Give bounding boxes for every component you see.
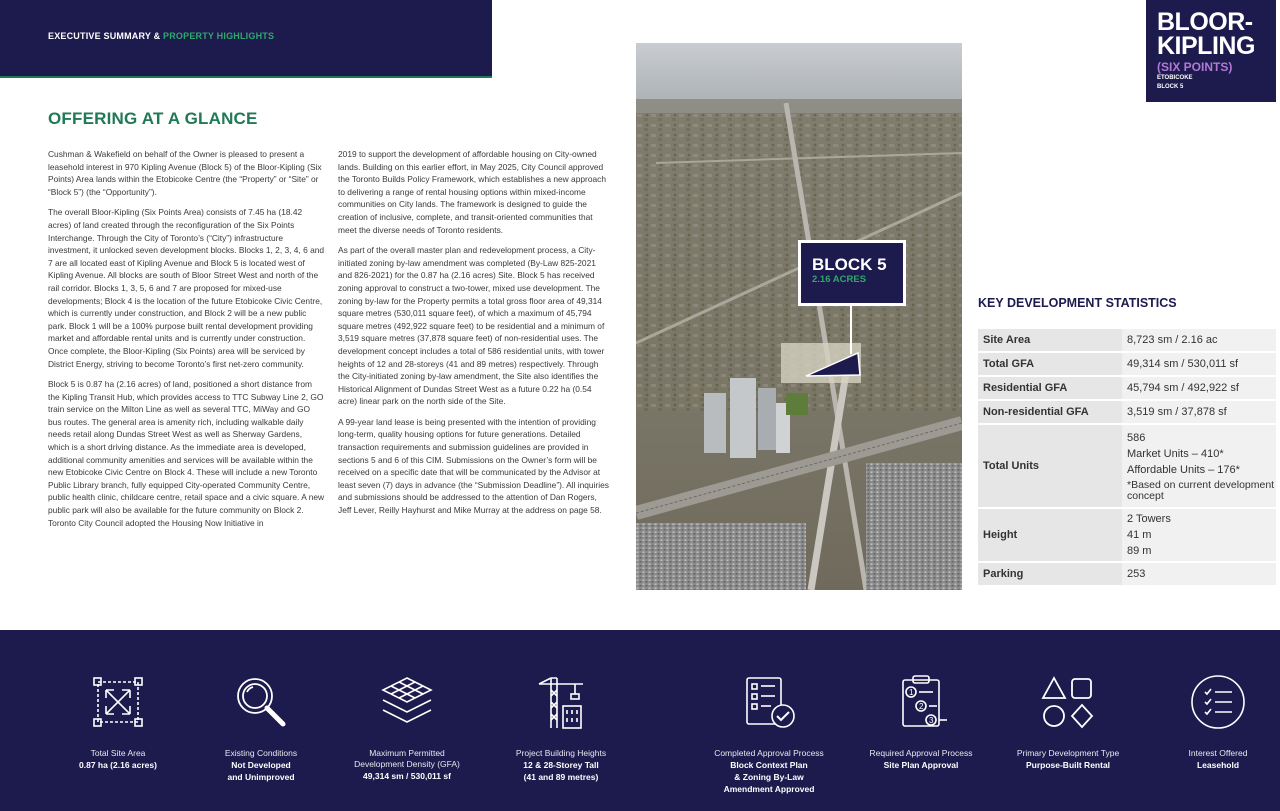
page-title: OFFERING AT A GLANCE (48, 109, 258, 128)
table-row (978, 563, 1276, 587)
crane-icon (531, 672, 591, 732)
highlight-development-type: Primary Development Type Purpose-Built Rental (993, 672, 1143, 771)
paragraph: Cushman & Wakefield on behalf of the Owner is pleased to present a leasehold interest in 970 Kipling Avenue (Block 5) of the Bloor-Kipling (Six Points) Area lands within the Etobicoke Centre (the “Property” or “Site” or “Block 5”) (the “Opportunity”). (48, 149, 322, 197)
highlight-interest-offered: Interest Offered Leasehold (1143, 672, 1280, 771)
stat-value: 586 Market Units – 410* Affordable Units – 176* *Based on current development concept (1122, 425, 1276, 509)
stats-title: KEY DEVELOPMENT STATISTICS (978, 296, 1177, 310)
stat-key: Total GFA (978, 353, 1122, 377)
paragraph: A 99-year land lease is being presented with the intention of providing long-term, quality housing options for future generations. Detailed transaction requirements and submission guidelines are provided in sections 5 and 6 of this CIM. Submissions on the Owner’s form will be received on a specific date that will be communicated by the Advisor at least seven (7) days in advance (the “Submission Deadline”). All inquiries and submissions should be addressed to the attention of Dan Rogers, Jeff Lever, Reilly Hayhurst and Mike Murray at the address on page 58. (338, 416, 609, 516)
site-area-icon (88, 672, 148, 732)
table-row (978, 377, 1276, 401)
magnifier-icon (231, 672, 291, 732)
brand-badge (1146, 0, 1276, 102)
table-row (978, 509, 1276, 563)
paragraph: Block 5 is 0.87 ha (2.16 acres) of land, positioned a short distance from the Kipling Transit Hub, which provides access to TTC Subway Line 2, GO train service on the Milton Line as well as several TTC, MiWay and GO bus routes. The general area is amenity rich, including walkable daily needs retail along Dundas Street West as well as Sherway Gardens, which is a short driving distance. As the immediate area is developed, additional community amenities and services will be available within the new Etobicoke Civic Centre on Block 4. These will include a new Toronto Public Library branch, fully equipped City-operated Community Centre, public health clinic, childcare centre, retail space and a civic square. A new public park will also be available for the future community on Block 2. Toronto City Council adopted the Housing Now Initiative in (48, 379, 325, 528)
aerial-photo-illustration (636, 43, 962, 590)
aerial-photo (636, 43, 962, 590)
highlights-footer (0, 630, 1280, 811)
table-row (978, 401, 1276, 425)
stat-value: 45,794 sm / 492,922 sf (1122, 377, 1276, 401)
stats-table (978, 329, 1276, 587)
highlight-completed-approval: Completed Approval Process Block Context Plan & Zoning By-Law Amendment Approved (694, 672, 844, 795)
stat-key: Non-residential GFA (978, 401, 1122, 425)
clipboard-steps-icon (891, 672, 951, 732)
stat-value: 2 Towers 41 m 89 m (1122, 509, 1276, 563)
stat-value: 3,519 sm / 37,878 sf (1122, 401, 1276, 425)
table-row (978, 329, 1276, 353)
stat-key: Height (978, 509, 1122, 563)
stat-key: Residential GFA (978, 377, 1122, 401)
highlight-existing-conditions: Existing Conditions Not Developed and Unimproved (186, 672, 336, 783)
section-breadcrumb: EXECUTIVE SUMMARY & PROPERTY HIGHLIGHTS (48, 31, 275, 41)
brand-block: BLOCK 5 (1157, 84, 1184, 90)
stat-key: Site Area (978, 329, 1122, 353)
highlight-building-heights: Project Building Heights 12 & 28-Storey Tall (41 and 89 metres) (486, 672, 636, 783)
highlight-density: Maximum Permitted Development Density (GFA) 49,314 sm / 530,011 sf (332, 672, 482, 782)
stat-value: 8,723 sm / 2.16 ac (1122, 329, 1276, 353)
block-name: BLOCK 5 (812, 255, 887, 274)
section-right: PROPERTY HIGHLIGHTS (163, 31, 275, 41)
table-row (978, 425, 1276, 509)
shapes-icon (1038, 672, 1098, 732)
section-left: EXECUTIVE SUMMARY (48, 31, 151, 41)
layers-icon (377, 672, 437, 732)
highlight-site-area: Total Site Area 0.87 ha (2.16 acres) (43, 672, 193, 771)
paragraph: As part of the overall master plan and redevelopment process, a City-initiated zoning by-law amendment was completed (By-Law 825-2021 and 826-2021) for the 0.87 ha (2.16 acres) Site. Block 5 has received zoning approval to construct a two-tower, mixed use development. The zoning by-law for the Property permits a total gross floor area of 49,314 square metres (530,011 square feet), of which a maximum of 45,794 square metres (492,922 square feet) to be residential and a minimum of 3,519 square metres (37,878 square feet) of non-residential uses. The development concept includes a total of 586 residential units, with tower heights of 12 and 28-storeys (41 and 89 metres) respectively. Through the City-initiated zoning by-law amendment, the Site also identifies the Historical Alignment of Dundas Street West as a future 0.22 ha (0.54 acre) linear park on the north side of the Site. (338, 245, 605, 407)
stat-value: 253 (1122, 563, 1276, 587)
body-column-1 (48, 148, 325, 537)
paragraph: The overall Bloor-Kipling (Six Points Area) consists of 7.45 ha (18.42 acres) of land created through the reconfiguration of the Six Points Interchange. Through the City of Toronto’s (“City”) infrastructure investment, it unlocked seven development blocks. Blocks 1, 2, 3, 4, 6 and 7 are all located east of Kipling Avenue and Block 5 is located west of Kipling Avenue. All blocks are south of Bloor Street West and north of the rail corridor. Blocks 1, 3, 5, 6 and 7 are proposed for mixed-use developments; Block 4 is the location of the future Etobicoke Civic Centre, which is currently under construction, and Block 2 will be a new public park. Block 1 will be a 100% purpose built rental development providing market and affordable rental units and is currently under construction. Once complete, the Bloor-Kipling (Six Points) area will be serviced by District Energy, striving to become Toronto’s first net-zero community. (48, 207, 325, 369)
brand-line-1: BLOOR- (1157, 8, 1253, 36)
block-size: 2.16 ACRES (812, 274, 867, 285)
stat-note: *Based on current development concept (1127, 479, 1275, 502)
svg-text:2: 2 (919, 702, 924, 711)
stat-value: 49,314 sm / 530,011 sf (1122, 353, 1276, 377)
brand-area: ETOBICOKE (1157, 75, 1193, 81)
svg-text:1: 1 (909, 688, 914, 697)
body-column-2 (338, 148, 610, 525)
callout-pointer (850, 306, 852, 354)
brand-line-2: KIPLING (1157, 32, 1255, 60)
checklist-icon (739, 672, 799, 732)
block-callout (798, 240, 906, 306)
svg-text:3: 3 (929, 716, 934, 725)
highlight-required-approval: 1 2 3 Required Approval Process Site Plan Approval (846, 672, 996, 771)
table-row (978, 353, 1276, 377)
stat-key: Total Units (978, 425, 1122, 509)
paragraph: 2019 to support the development of affordable housing on City-owned lands. Building on this earlier effort, in May 2025, City Council approved the Toronto Builds Policy Framework, which establishes a new approach to delivering a range of rental housing options within mixed-income communities on City lands. The framework is designed to guide the creation of inclusive, complete, and transit-oriented communities that meet the diverse needs of Toronto residents. (338, 149, 606, 235)
brand-subtitle: (SIX POINTS) (1157, 60, 1233, 74)
stat-key: Parking (978, 563, 1122, 587)
header-banner (0, 0, 492, 78)
checklist-circle-icon (1188, 672, 1248, 732)
